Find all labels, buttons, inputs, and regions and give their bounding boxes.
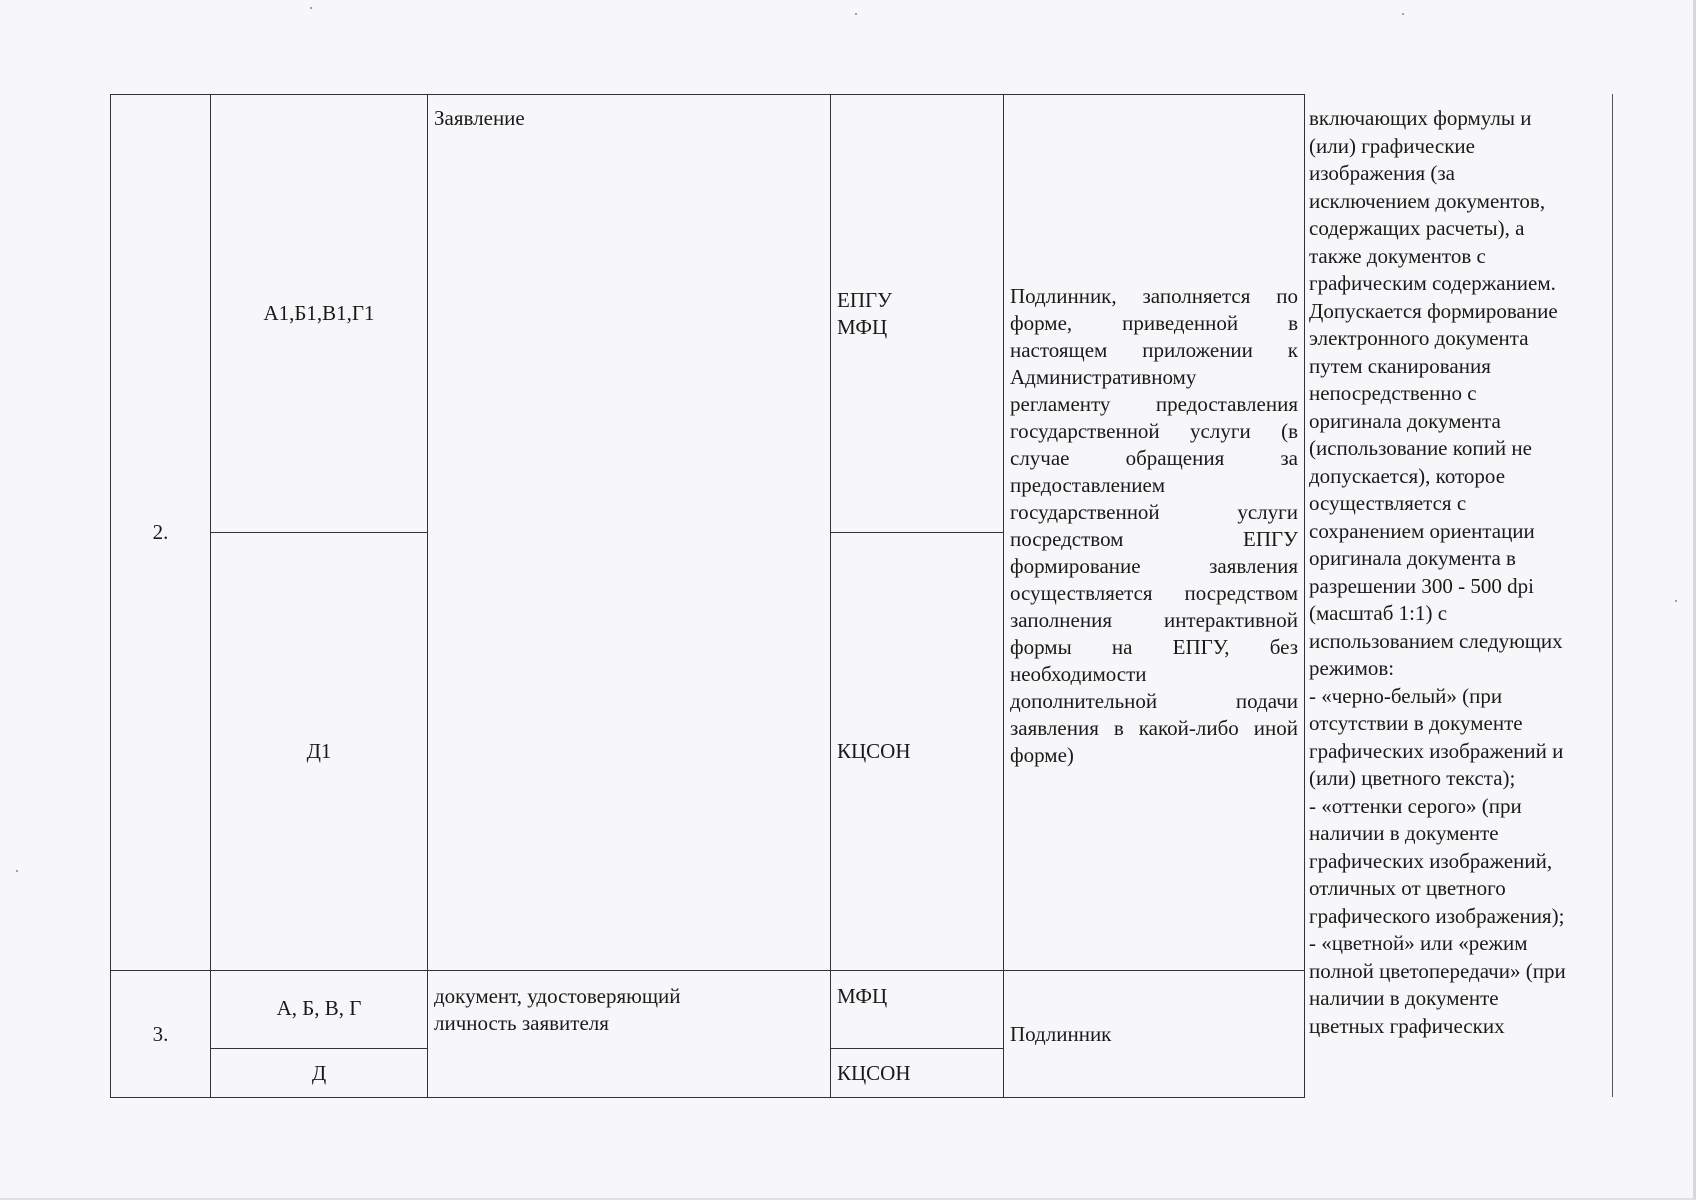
scan-requirements-line: отличных от цветного [1309,876,1506,900]
applicant-category: Д [211,1049,428,1098]
scan-requirements-line: исключением документов, [1309,188,1546,213]
scan-requirements-line: использованием следующих [1309,628,1563,653]
applicant-category: Д1 [211,533,428,971]
scan-speck [16,870,18,872]
document-name-line: личность заявителя [434,1011,609,1035]
scan-speck [1402,13,1404,15]
document-name: Заявление [428,95,831,971]
scan-requirements-line: изображения (за [1309,161,1455,185]
scan-requirements-line: графическим содержанием. [1309,271,1556,295]
scan-requirements-line: также документов с [1309,243,1486,268]
scan-requirements-line: графического изображения); [1309,903,1565,928]
scan-requirements-line: (использование копий не [1309,436,1532,460]
submission-place: КЦСОН [831,1049,1004,1098]
applicant-category: А1,Б1,В1,Г1 [211,95,428,533]
scan-requirements-line: разрешении 300 - 500 dpi [1309,573,1534,598]
documents-table [110,94,1305,1098]
scan-requirements-line: наличии в документе [1309,986,1499,1010]
document-requirements: Подлинник [1004,971,1305,1098]
table-row [111,971,1305,1049]
scan-requirements-line: Допускается формирование [1309,298,1558,323]
scan-speck [310,7,312,9]
submission-place-line: ЕПГУ [837,287,893,312]
scan-requirements-line: - «черно-белый» (при [1309,683,1503,708]
scan-requirements-line: - «оттенки серого» (при [1309,793,1522,818]
scan-requirements-line: электронного документа [1309,326,1529,350]
scan-requirements-line: графических изображений, [1309,848,1553,873]
scan-requirements-line: графических изображений и [1309,738,1564,763]
submission-place [831,95,1004,533]
row-number: 3. [111,971,211,1098]
scan-requirements-line: оригинала документа в [1309,546,1516,570]
scan-requirements-line: непосредственно с [1309,381,1477,405]
scan-requirements-line: включающих формулы и [1309,106,1532,130]
scan-requirements-line: (или) цветного текста); [1309,766,1516,790]
scan-requirements-line: сохранением ориентации [1309,518,1535,543]
scan-requirements-line: содержащих расчеты), а [1309,216,1525,240]
scan-requirements-line: допускается), которое [1309,463,1506,488]
submission-place: КЦСОН [831,533,1004,971]
table-row [111,95,1305,533]
scan-requirements-line: осуществляется с [1309,491,1467,515]
scan-requirements-line: режимов: [1309,656,1395,680]
document-name-line: документ, удостоверяющий [434,984,681,1008]
scan-requirements-column [1303,94,1613,1097]
document-name [428,971,831,1098]
scan-speck [855,13,857,15]
applicant-category: А, Б, В, Г [211,971,428,1049]
scan-speck [1675,600,1677,602]
scan-requirements-line: (или) графические [1309,133,1475,158]
scan-requirements-line: цветных графических [1309,1013,1505,1038]
scan-requirements-line: (масштаб 1:1) с [1309,601,1448,625]
scan-requirements-line: - «цветной» или «режим [1309,931,1528,955]
submission-place: МФЦ [831,971,1004,1049]
row-number: 2. [111,95,211,971]
scan-requirements-line: полной цветопередачи» (при [1309,958,1566,983]
scan-requirements-line: отсутствии в документе [1309,711,1523,735]
document-requirements: Подлинник, заполняется по форме, приведенной в настоящем приложении к Административному регламенту предоставления государственной услуги (в случае обращения за предоставлением государственной услуги посредством ЕПГУ формирование заявления осуществляется посредством заполнения интерактивной формы на ЕПГУ, без необходимости дополнительной подачи заявления в какой-либо иной форме) [1004,95,1305,971]
scan-requirements-line: оригинала документа [1309,408,1501,433]
submission-place-line: МФЦ [837,314,888,339]
scan-requirements-line: наличии в документе [1309,821,1499,845]
scan-requirements-line: путем сканирования [1309,353,1491,378]
